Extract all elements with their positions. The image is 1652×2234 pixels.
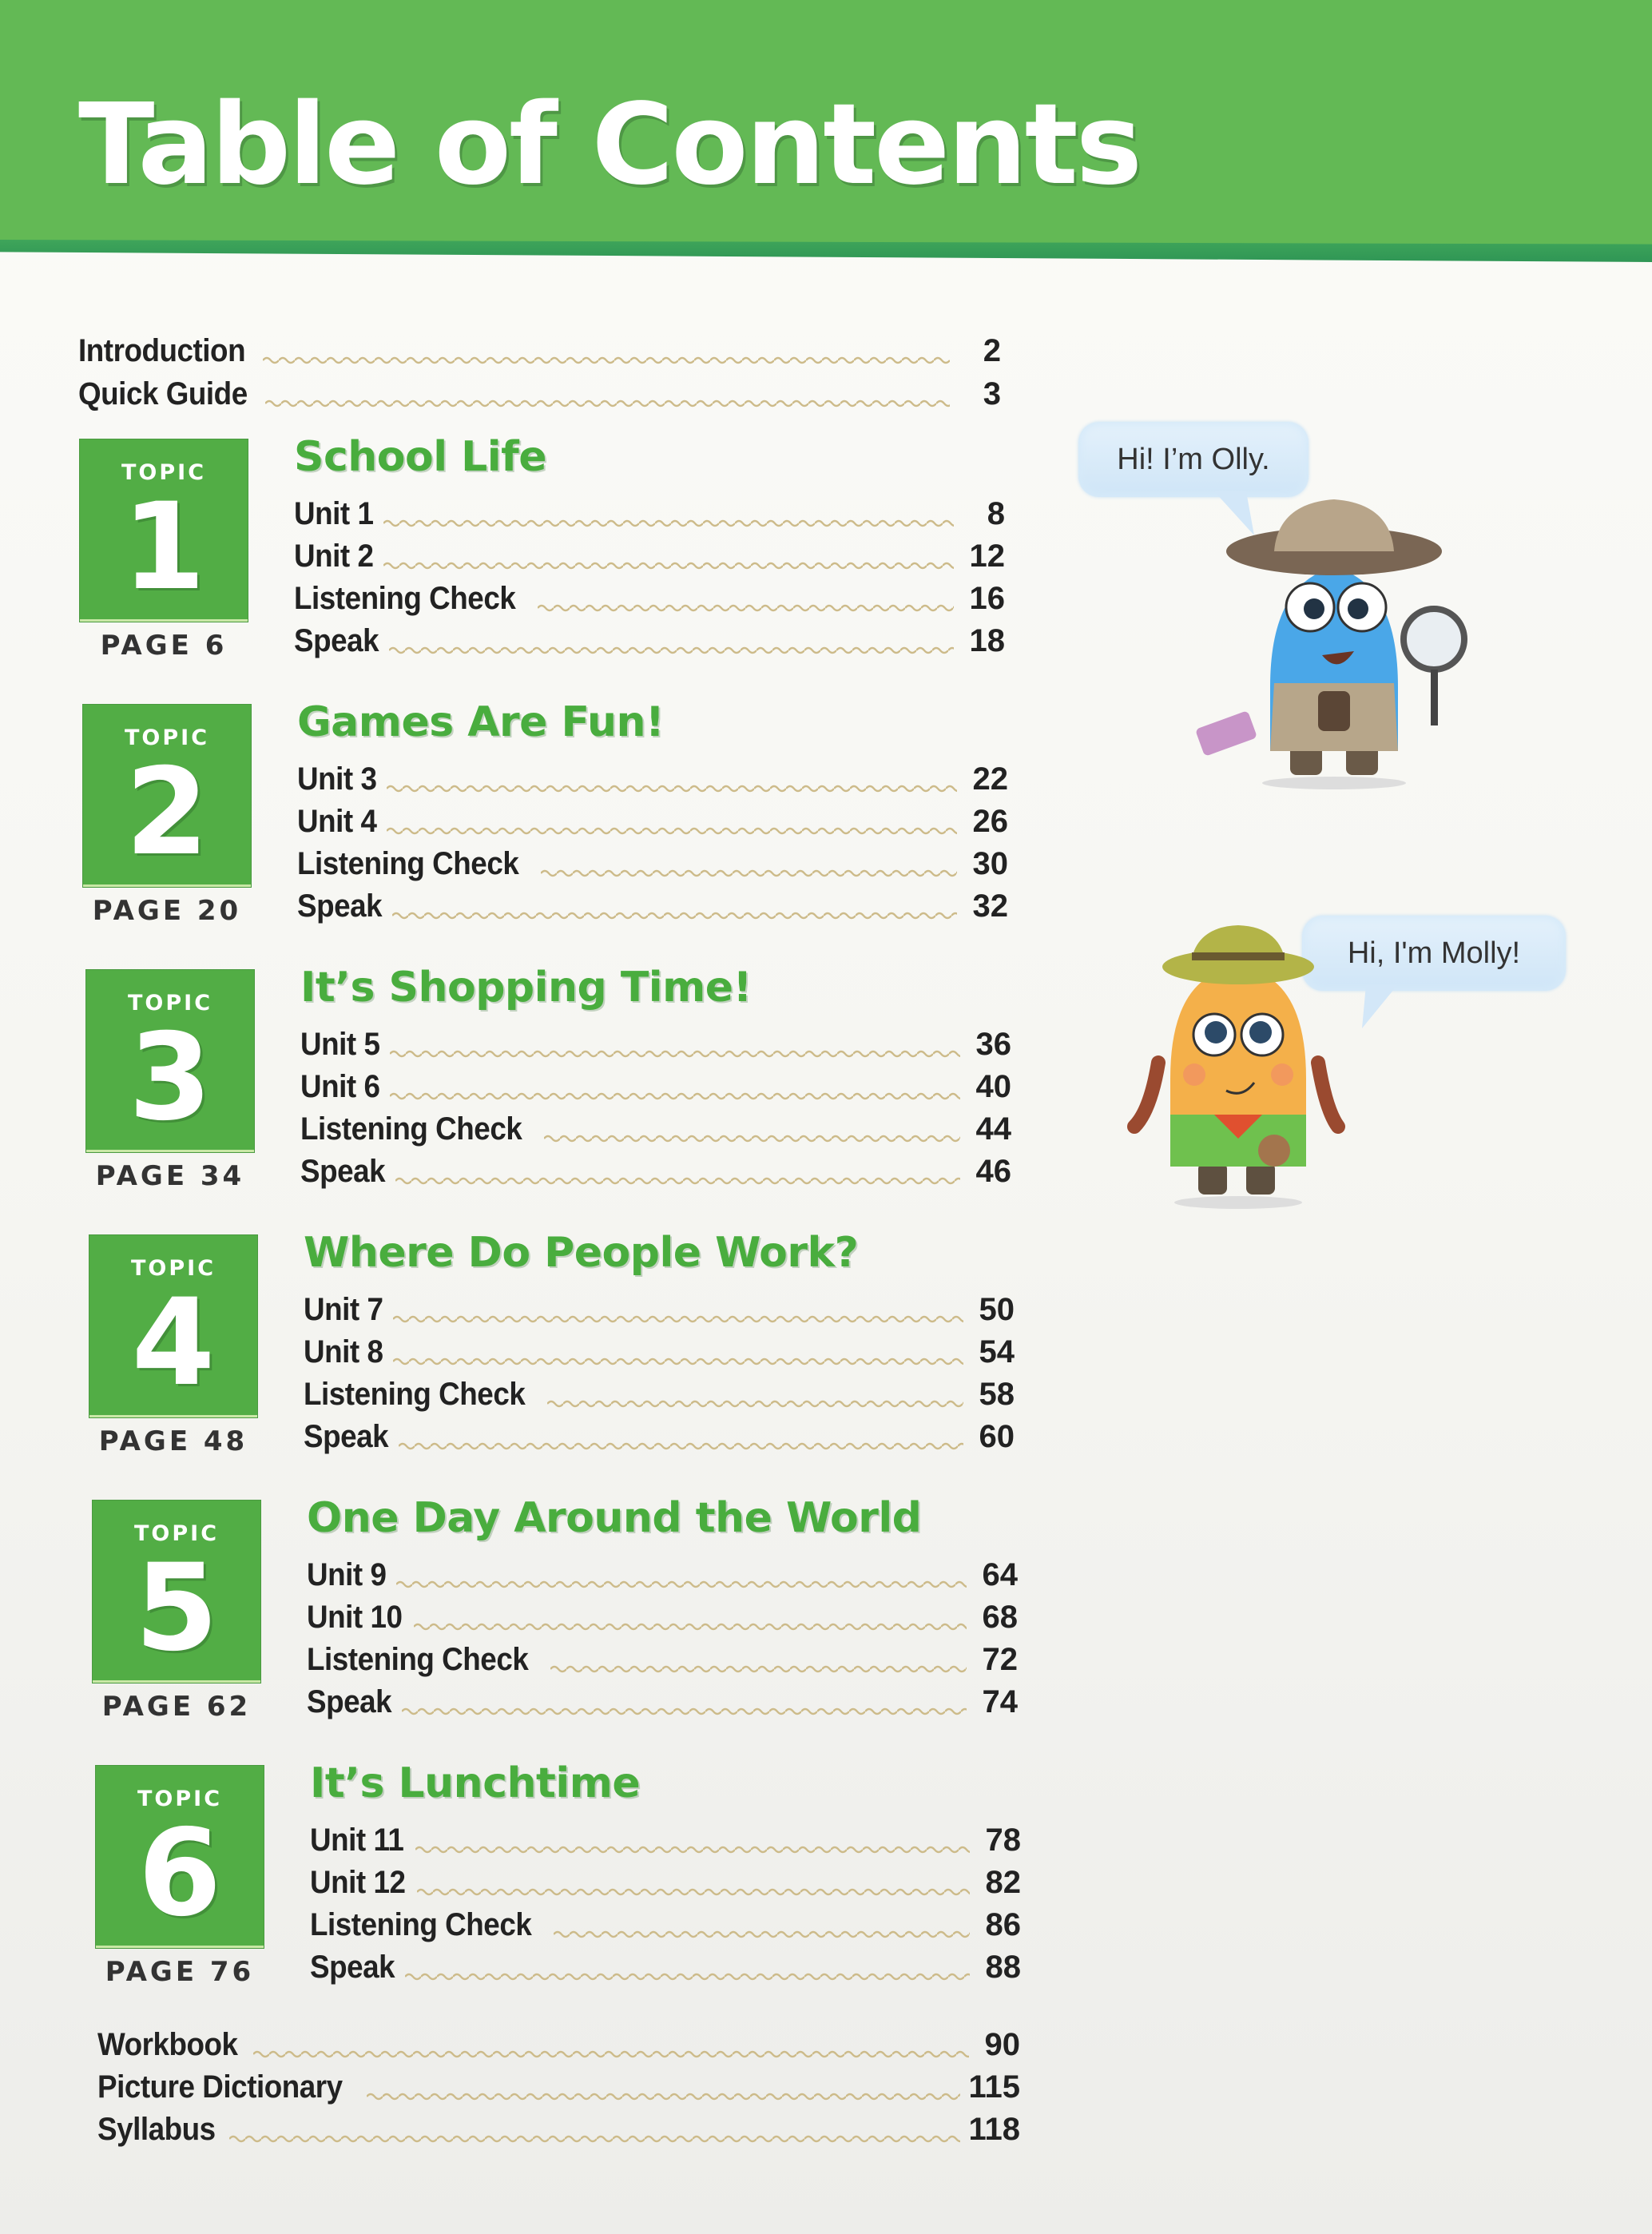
toc-entry[interactable] [297,756,1008,797]
entry-page: 64 [982,1557,1018,1592]
entry-label: Speak [310,1950,395,1985]
entry-label: Unit 1 [294,496,374,531]
dotted-leader [253,2049,969,2060]
dotted-leader [396,1579,967,1590]
entry-label: Unit 6 [300,1069,380,1104]
entry-page: 78 [985,1823,1021,1858]
entry-label: Listening Check [297,846,519,881]
entry-label: Speak [294,623,379,658]
dotted-leader [387,825,957,837]
topic-label: TOPIC [124,725,210,750]
dotted-leader [229,2133,961,2145]
dotted-leader [389,645,954,656]
entry-page: 40 [975,1069,1011,1104]
entry-page: 44 [975,1111,1011,1147]
molly-speech-text: Hi, I'm Molly! [1347,936,1521,970]
olly-speech-bubble [1078,422,1308,497]
topic-5-start-page: PAGE 62 [101,1691,252,1723]
toc-entry[interactable] [304,1371,1015,1413]
entry-page: 50 [979,1292,1015,1327]
dotted-leader [550,1664,967,1675]
toc-entry[interactable] [300,1148,1011,1190]
topic-3-badge[interactable] [86,970,254,1152]
entry-page: 36 [975,1027,1011,1062]
toc-entry[interactable] [310,1944,1021,1986]
toc-entry[interactable] [310,1902,1021,1943]
dotted-leader [541,868,957,879]
topic-label: TOPIC [133,1521,220,1546]
entry-page: 82 [985,1865,1021,1900]
entry-label: Unit 5 [300,1027,380,1062]
dotted-leader [544,1133,960,1144]
entry-page: 8 [987,496,1005,531]
entry-page: 46 [975,1154,1011,1189]
entry-page: 118 [968,2112,1020,2147]
topic-number: 5 [134,1539,219,1678]
topic-label: TOPIC [137,1787,223,1811]
topic-5-title[interactable]: One Day Around the World [307,1494,922,1542]
entry-page: 3 [983,376,1001,411]
toc-entry-picture-dictionary[interactable] [97,2064,1020,2105]
toc-entry-syllabus[interactable] [97,2106,1020,2148]
toc-entry[interactable] [310,1817,1021,1858]
topic-3-title[interactable]: It’s Shopping Time! [300,964,752,1012]
topic-number: 3 [128,1008,212,1147]
entry-label: Listening Check [310,1907,532,1942]
entry-page: 68 [982,1600,1018,1635]
toc-entry[interactable] [300,1021,1011,1063]
entry-page: 54 [979,1334,1015,1369]
entry-page: 72 [982,1642,1018,1677]
topic-6-badge[interactable] [96,1766,264,1948]
entry-label: Listening Check [304,1377,526,1412]
dotted-leader [393,1356,963,1367]
dotted-leader [263,355,950,366]
topic-6-title[interactable]: It’s Lunchtime [310,1759,641,1807]
entry-label: Unit 11 [310,1823,404,1858]
toc-entry[interactable] [294,491,1005,532]
toc-entry[interactable] [304,1286,1015,1328]
entry-page: 26 [972,804,1008,839]
dotted-leader [392,910,957,921]
topic-label: TOPIC [127,991,213,1016]
entry-label: Picture Dictionary [97,2069,343,2105]
topic-2-start-page: PAGE 20 [92,895,242,927]
dotted-leader [554,1929,970,1940]
dotted-leader [405,1971,970,1982]
dotted-leader [390,1048,960,1059]
dotted-leader [390,1091,960,1102]
entry-label: Introduction [78,333,246,368]
dotted-leader [415,1844,970,1855]
dotted-leader [399,1441,963,1452]
entry-page: 88 [985,1950,1021,1985]
toc-entry[interactable] [310,1859,1021,1901]
entry-page: 60 [979,1419,1015,1454]
toc-entry[interactable] [294,575,1005,617]
topic-5-badge[interactable] [93,1501,260,1683]
topic-number: 2 [125,743,209,882]
entry-page: 18 [969,623,1005,658]
entry-label: Unit 2 [294,539,374,574]
toc-entry[interactable] [307,1679,1018,1720]
toc-entry[interactable] [297,841,1008,882]
molly-bubble-tail-icon [1358,984,1406,1032]
entry-label: Quick Guide [78,376,248,411]
entry-label: Unit 4 [297,804,377,839]
topic-4-start-page: PAGE 48 [98,1425,248,1457]
topic-6-start-page: PAGE 76 [105,1956,255,1988]
topic-4-title[interactable]: Where Do People Work? [304,1229,859,1277]
dotted-leader [417,1886,970,1898]
toc-entry-workbook[interactable] [97,2021,1020,2063]
entry-page: 2 [983,333,1001,368]
toc-entry[interactable] [307,1636,1018,1678]
entry-label: Syllabus [97,2112,216,2147]
toc-entry[interactable] [297,883,1008,924]
topic-3-start-page: PAGE 34 [95,1160,245,1192]
dotted-leader [265,398,950,409]
entry-page: 22 [972,761,1008,797]
dotted-leader [547,1398,963,1409]
entry-page: 115 [968,2069,1020,2105]
entry-label: Unit 9 [307,1557,387,1592]
topic-number: 4 [131,1274,216,1413]
entry-page: 16 [969,581,1005,616]
entry-label: Speak [297,888,383,924]
dotted-leader [402,1706,967,1717]
entry-label: Workbook [97,2027,238,2062]
entry-page: 58 [979,1377,1015,1412]
dotted-leader [367,2091,960,2102]
entry-page: 90 [984,2027,1020,2062]
entry-label: Unit 7 [304,1292,383,1327]
dotted-leader [393,1314,963,1325]
topic-4-badge[interactable] [89,1235,257,1417]
toc-entry[interactable] [297,798,1008,840]
dotted-leader [538,602,954,614]
entry-label: Speak [304,1419,389,1454]
dotted-leader [383,518,954,529]
page-title: Table of Contents [78,80,1141,210]
toc-entry[interactable] [307,1594,1018,1636]
entry-label: Speak [307,1684,392,1719]
entry-label: Listening Check [307,1642,529,1677]
toc-entry[interactable] [294,533,1005,574]
dotted-leader [383,560,954,571]
entry-label: Listening Check [294,581,516,616]
topic-label: TOPIC [130,1256,216,1281]
entry-page: 12 [969,539,1005,574]
toc-entry-quick-guide[interactable] [78,371,1001,412]
entry-page: 30 [972,846,1008,881]
entry-page: 32 [972,888,1008,924]
entry-page: 86 [985,1907,1021,1942]
entry-label: Unit 12 [310,1865,406,1900]
toc-entry[interactable] [307,1552,1018,1593]
toc-entry[interactable] [304,1413,1015,1455]
toc-entry-introduction[interactable] [78,328,1001,369]
topic-1-title[interactable]: School Life [294,433,547,481]
dotted-leader [387,783,957,794]
dotted-leader [395,1175,960,1187]
topic-number: 1 [121,478,206,617]
toc-entry[interactable] [300,1063,1011,1105]
topic-number: 6 [137,1804,222,1943]
dotted-leader [414,1621,967,1632]
topic-1-badge[interactable] [80,439,248,622]
olly-character-icon [1182,487,1494,791]
topic-label: TOPIC [121,460,207,485]
entry-label: Unit 3 [297,761,377,797]
topic-2-title[interactable]: Games Are Fun! [297,698,665,746]
topic-2-badge[interactable] [83,705,251,887]
entry-label: Unit 10 [307,1600,403,1635]
toc-entry[interactable] [300,1106,1011,1147]
olly-speech-text: Hi! I’m Olly. [1117,442,1270,476]
toc-entry[interactable] [304,1329,1015,1370]
molly-character-icon [1126,919,1350,1214]
topic-1-start-page: PAGE 6 [100,630,228,662]
entry-label: Listening Check [300,1111,522,1147]
entry-label: Speak [300,1154,386,1189]
entry-label: Unit 8 [304,1334,383,1369]
entry-page: 74 [982,1684,1018,1719]
toc-entry[interactable] [294,618,1005,659]
